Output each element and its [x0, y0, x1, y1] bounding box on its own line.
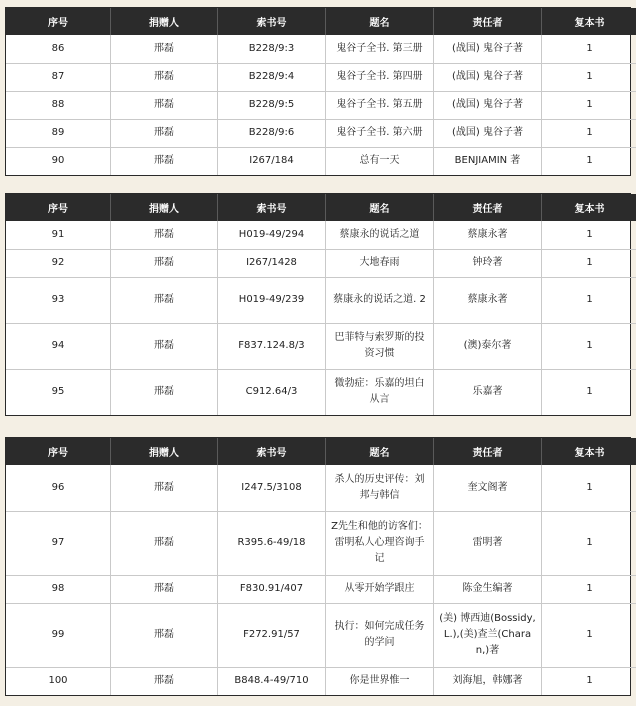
- seq-cell: 96: [6, 465, 111, 511]
- author-cell: 钟玲著: [434, 249, 542, 277]
- seq-cell: 91: [6, 221, 111, 249]
- header-title: 题名: [326, 438, 434, 465]
- donor-cell: 邢磊: [111, 91, 218, 119]
- call-number-cell: B228/9:4: [218, 63, 326, 91]
- call-number-cell: I247.5/3108: [218, 465, 326, 511]
- donation-table-2: [5, 193, 631, 416]
- call-number-cell: F830.91/407: [218, 575, 326, 603]
- seq-cell: 99: [6, 603, 111, 667]
- table-row: [6, 63, 636, 91]
- call-number-cell: C912.64/3: [218, 369, 326, 415]
- title-cell: 你是世界惟一: [326, 667, 434, 695]
- copies-cell: 1: [542, 119, 636, 147]
- seq-cell: 94: [6, 323, 111, 369]
- copies-cell: 1: [542, 511, 636, 575]
- title-cell: 鬼谷子全书. 第三册: [326, 35, 434, 63]
- author-cell: 雷明著: [434, 511, 542, 575]
- call-number-cell: I267/184: [218, 147, 326, 175]
- copies-cell: 1: [542, 465, 636, 511]
- author-cell: 刘海旭，韩娜著: [434, 667, 542, 695]
- donor-cell: 邢磊: [111, 511, 218, 575]
- seq-cell: 86: [6, 35, 111, 63]
- call-number-cell: B228/9:6: [218, 119, 326, 147]
- table-row: [6, 221, 636, 249]
- header-title: 题名: [326, 194, 434, 221]
- donor-cell: 邢磊: [111, 667, 218, 695]
- header-seq: 序号: [6, 438, 111, 465]
- header-call-number: 索书号: [218, 194, 326, 221]
- copies-cell: 1: [542, 35, 636, 63]
- donor-cell: 邢磊: [111, 465, 218, 511]
- author-cell: 乐嘉著: [434, 369, 542, 415]
- donation-table-3: [5, 437, 631, 696]
- call-number-cell: F272.91/57: [218, 603, 326, 667]
- donor-cell: 邢磊: [111, 369, 218, 415]
- title-cell: 蔡康永的说话之道. 2: [326, 277, 434, 323]
- table-header-row: [6, 194, 636, 221]
- author-cell: (澳)泰尔著: [434, 323, 542, 369]
- call-number-cell: H019-49/294: [218, 221, 326, 249]
- copies-cell: 1: [542, 249, 636, 277]
- title-cell: 蔡康永的说话之道: [326, 221, 434, 249]
- header-seq: 序号: [6, 8, 111, 35]
- copies-cell: 1: [586, 155, 593, 167]
- donor-cell: 邢磊: [111, 119, 218, 147]
- donor-cell: 邢磊: [111, 147, 218, 175]
- table-header-row: [6, 8, 636, 35]
- title-cell: 执行：如何完成任务的学问: [326, 603, 434, 667]
- author-cell: 蔡康永著: [434, 277, 542, 323]
- header-copies: 复本书: [542, 8, 636, 35]
- copies-cell: 1: [542, 323, 636, 369]
- author-cell: (战国) 鬼谷子著: [434, 35, 542, 63]
- author-cell: 奎文阁著: [434, 465, 542, 511]
- donor-cell: 邢磊: [111, 249, 218, 277]
- table-row: [6, 575, 636, 603]
- header-copies: 复本书: [542, 438, 636, 465]
- header-call-number: 索书号: [218, 8, 326, 35]
- author-cell: (美) 博西迪(Bossidy,L.),(美)查兰(Charan,)著: [434, 603, 542, 667]
- table-row: [6, 35, 636, 63]
- copies-cell: 1: [542, 575, 636, 603]
- copies-cell: 1: [542, 91, 636, 119]
- seq-cell: 88: [6, 91, 111, 119]
- table-header-row: [6, 438, 636, 465]
- header-author: 责任者: [434, 438, 542, 465]
- seq-cell: 87: [6, 63, 111, 91]
- donor-cell: 邢磊: [111, 603, 218, 667]
- call-number-cell: R395.6-49/18: [218, 511, 326, 575]
- table-row: [6, 119, 636, 147]
- header-seq: 序号: [6, 194, 111, 221]
- table-row: [6, 667, 636, 695]
- title-cell: 微勃症：乐嘉的坦白从言: [326, 369, 434, 415]
- table-row: [6, 511, 636, 575]
- copies-cell: 1: [542, 277, 636, 323]
- copies-cell: 1: [586, 386, 593, 398]
- author-cell: (战国) 鬼谷子著: [434, 63, 542, 91]
- author-cell: 陈金生编著: [434, 575, 542, 603]
- table-row: [6, 277, 636, 323]
- donation-table-1: [5, 7, 631, 176]
- copies-cell: 1: [542, 63, 636, 91]
- donor-cell: 邢磊: [111, 221, 218, 249]
- call-number-cell: I267/1428: [218, 249, 326, 277]
- seq-cell: 95: [6, 369, 111, 415]
- donor-cell: 邢磊: [111, 575, 218, 603]
- header-donor: 捐赠人: [111, 194, 218, 221]
- title-cell: 鬼谷子全书. 第六册: [326, 119, 434, 147]
- table-row: [6, 147, 636, 175]
- donor-cell: 邢磊: [111, 323, 218, 369]
- donor-cell: 邢磊: [111, 63, 218, 91]
- copies-cell: 1: [542, 603, 636, 667]
- seq-cell: 93: [6, 277, 111, 323]
- seq-cell: 89: [6, 119, 111, 147]
- table-row: [6, 369, 636, 415]
- call-number-cell: B848.4-49/710: [218, 667, 326, 695]
- author-cell: 蔡康永著: [434, 221, 542, 249]
- author-cell: (战国) 鬼谷子著: [434, 119, 542, 147]
- donor-cell: 邢磊: [111, 35, 218, 63]
- title-cell: 大地春雨: [326, 249, 434, 277]
- copies-cell: 1: [586, 675, 593, 687]
- title-cell: 总有一天: [326, 147, 434, 175]
- title-cell: 杀人的历史评传：刘邦与韩信: [326, 465, 434, 511]
- table-row: [6, 323, 636, 369]
- call-number-cell: F837.124.8/3: [218, 323, 326, 369]
- title-cell: 鬼谷子全书. 第四册: [326, 63, 434, 91]
- title-cell: Z先生和他的访客们：雷明私人心理咨询手记: [326, 511, 434, 575]
- table-row: [6, 603, 636, 667]
- seq-cell: 92: [6, 249, 111, 277]
- author-cell: (战国) 鬼谷子著: [434, 91, 542, 119]
- call-number-cell: B228/9:3: [218, 35, 326, 63]
- seq-cell: 100: [6, 667, 111, 695]
- table-row: [6, 465, 636, 511]
- seq-cell: 98: [6, 575, 111, 603]
- seq-cell: 97: [6, 511, 111, 575]
- title-cell: 从零开始学跟庄: [326, 575, 434, 603]
- title-cell: 巴菲特与索罗斯的投资习惯: [326, 323, 434, 369]
- copies-cell: 1: [542, 221, 636, 249]
- header-author: 责任者: [434, 194, 542, 221]
- header-copies: 复本书: [542, 194, 636, 221]
- call-number-cell: H019-49/239: [218, 277, 326, 323]
- call-number-cell: B228/9:5: [218, 91, 326, 119]
- header-author: 责任者: [434, 8, 542, 35]
- table-row: [6, 91, 636, 119]
- author-cell: BENJIAMIN 著: [434, 147, 542, 175]
- header-donor: 捐赠人: [111, 438, 218, 465]
- table-row: [6, 249, 636, 277]
- header-call-number: 索书号: [218, 438, 326, 465]
- seq-cell: 90: [6, 147, 111, 175]
- header-donor: 捐赠人: [111, 8, 218, 35]
- donor-cell: 邢磊: [111, 277, 218, 323]
- title-cell: 鬼谷子全书. 第五册: [326, 91, 434, 119]
- header-title: 题名: [326, 8, 434, 35]
